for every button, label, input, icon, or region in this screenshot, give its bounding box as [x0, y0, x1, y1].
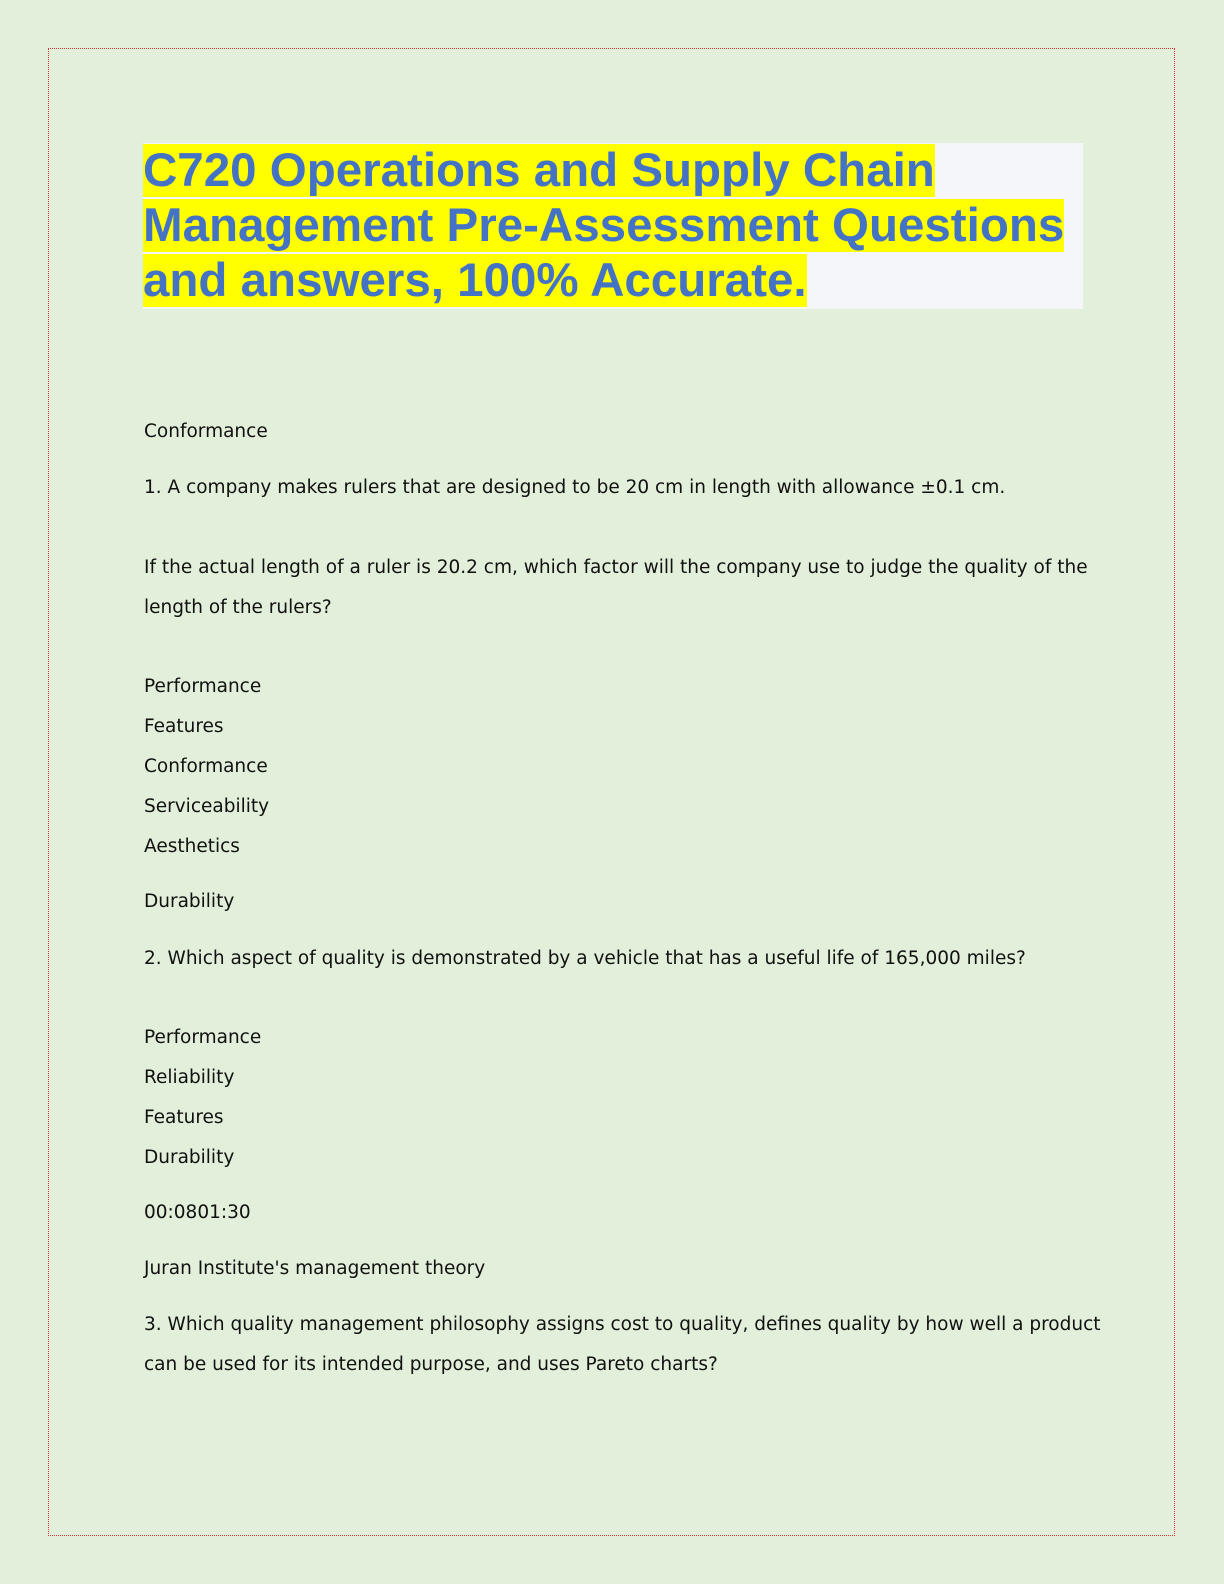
q2-option: Durability — [144, 1147, 235, 1168]
q1-option: Performance — [144, 676, 262, 697]
question-1-followup-line-2: length of the rulers? — [144, 597, 332, 618]
title-line-2: Management Pre-Assessment Questions — [143, 199, 1065, 252]
q1-option: Conformance — [144, 756, 268, 777]
question-2: 2. Which aspect of quality is demonstrated by a vehicle that has a useful life of 165,000 miles? — [144, 948, 1026, 969]
document-title — [143, 143, 1083, 308]
q2-option: Reliability — [144, 1067, 235, 1088]
q1-option: Aesthetics — [144, 836, 240, 857]
answer-1: Conformance — [144, 421, 268, 442]
question-1-followup-line-1: If the actual length of a ruler is 20.2 cm, which factor will the company use to judge the quality of the — [144, 557, 1088, 578]
question-3-line-2: can be used for its intended purpose, and uses Pareto charts? — [144, 1354, 718, 1375]
answer-3: Juran Institute's management theory — [144, 1258, 486, 1279]
q1-option: Serviceability — [144, 796, 270, 817]
q2-option: Performance — [144, 1027, 262, 1048]
question-1: 1. A company makes rulers that are designed to be 20 cm in length with allowance ±0.1 cm. — [144, 477, 1006, 498]
q2-option: Features — [144, 1107, 224, 1128]
document-title-block — [143, 143, 1083, 309]
timer-text: 00:0801:30 — [144, 1202, 251, 1223]
title-line-1: C720 Operations and Supply Chain — [143, 144, 935, 197]
answer-2: Durability — [144, 891, 235, 912]
question-3-line-1: 3. Which quality management philosophy assigns cost to quality, defines quality by how well a product — [144, 1314, 1101, 1335]
title-line-3: and answers, 100% Accurate. — [143, 254, 807, 307]
q1-option: Features — [144, 716, 224, 737]
